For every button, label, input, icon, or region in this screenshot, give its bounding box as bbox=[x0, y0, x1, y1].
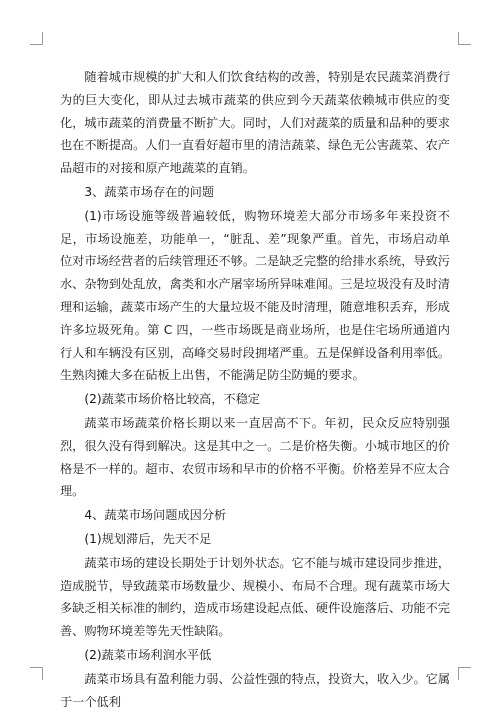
crop-mark-top-left bbox=[30, 32, 43, 45]
paragraph-planning: 蔬菜市场的建设长期处于计划外状态。它不能与城市建设同步推进，造成脱节，导致蔬菜市场数量少、规模小、布局不合理。现有蔬菜市场大多缺乏相关标准的制约，造成市场建设起点低、硬件设施落后、功能不完善、购物环境差等先天性缺陷。 bbox=[60, 555, 451, 639]
section-heading-problems: 3、蔬菜市场存在的问题 bbox=[84, 184, 215, 199]
crop-mark-bottom-left bbox=[30, 667, 43, 680]
document-body bbox=[60, 66, 450, 714]
paragraph-profit: 蔬菜市场具有盈利能力弱、公益性强的特点，投资大，收入少。它属于一个低利 bbox=[60, 671, 451, 709]
crop-mark-top-right bbox=[458, 32, 471, 45]
paragraph-facilities: (1)市场设施等级普遍较低，购物环境差大部分市场多年来投资不足，市场设施差，功能单一，“脏乱、差”现象严重。首先，市场启动单位对市场经营者的后续管理还不够。二是缺乏完整的给排水系统，导致污水、杂物到处乱放，禽类和水产屠宰场所异味难闻。三是垃圾没有及时清理和运输，蔬菜市场产生的大量垃圾不能及时清理，随意堆积丢弃，形成许多垃圾死角。第 C 四，一些市场既是商业场所，也是住宅场所通道内行人和车辆没有区别，高峰交易时段拥堵严重。五是保鲜设备利用率低。生熟肉摊大多在砧板上出售，不能满足防尘防蝇的要求。 bbox=[60, 208, 450, 383]
subheading-profit: (2)蔬菜市场利润水平低 bbox=[84, 647, 212, 662]
paragraph-intro: 随着城市规模的扩大和人们饮食结构的改善，特别是农民蔬菜消费行为的巨大变化，即从过去城市蔬菜的供应到今天蔬菜依赖城市供应的变化，城市蔬菜的消费量不断扩大。同时，人们对蔬菜的质量和品种的要求也在不断提高。人们一直看好超市里的清洁蔬菜、绿色无公害蔬菜、农产品超市的对接和原产地蔬菜的直销。 bbox=[60, 70, 451, 176]
paragraph-prices: 蔬菜市场蔬菜价格长期以来一直居高不下。年初，民众反应特别强烈，很久没有得到解决。这是其中之一。二是价格失衡。小城市地区的价格是不一样的。超市、农贸市场和早市的价格不平衡。价格差异不应太合理。 bbox=[60, 415, 450, 499]
section-heading-causes: 4、蔬菜市场问题成因分析 bbox=[84, 508, 227, 523]
subheading-prices: (2)蔬菜市场价格比较高，不稳定 bbox=[84, 392, 261, 407]
subheading-planning: (1)规划滞后，先天不足 bbox=[84, 531, 212, 546]
crop-mark-bottom-right bbox=[458, 667, 471, 680]
